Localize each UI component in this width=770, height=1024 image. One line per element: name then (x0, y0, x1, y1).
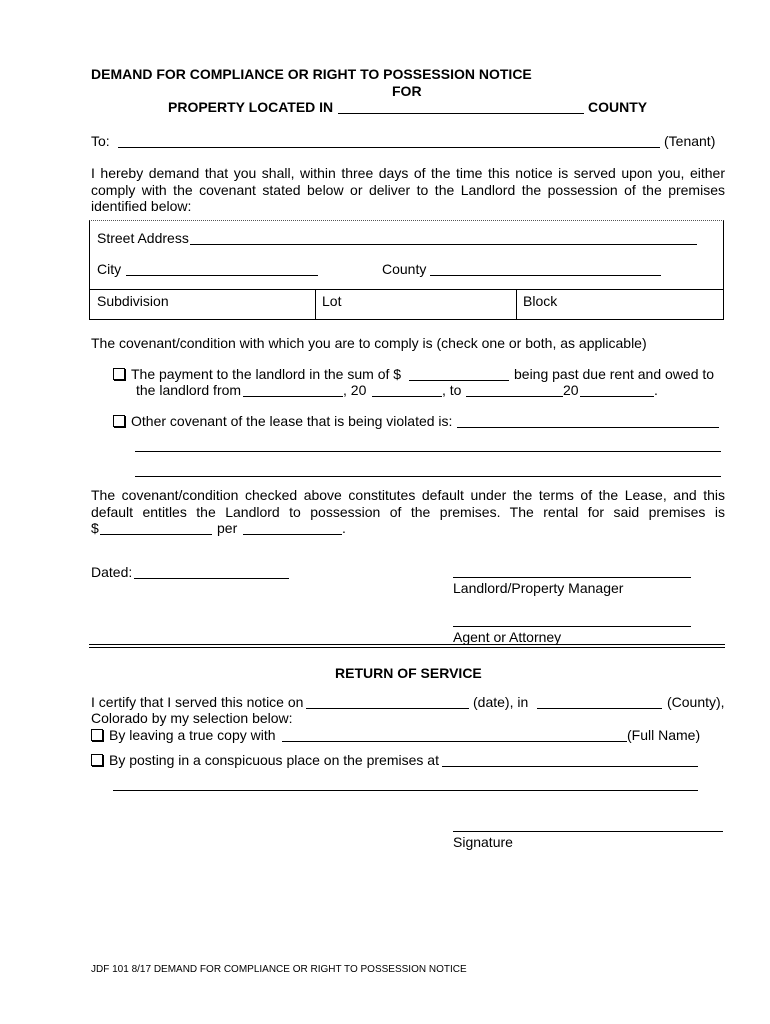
rent-from-year-field[interactable] (372, 396, 442, 397)
demand-text-line2: comply with the covenant stated below or deliver to the Landlord the possession of the premises (91, 182, 725, 198)
property-box-col-divider-1 (315, 289, 316, 320)
signature-label: Signature (453, 834, 513, 850)
rental-period-field[interactable] (243, 534, 342, 535)
rental-amount-field[interactable] (100, 534, 212, 535)
true-copy-option (91, 727, 276, 743)
rent-to-date-field[interactable] (466, 396, 563, 397)
other-covenant-checkbox[interactable] (113, 415, 125, 427)
other-covenant-option (113, 413, 452, 429)
dated-label: Dated: (91, 564, 133, 580)
true-copy-text: By leaving a true copy with (109, 727, 276, 743)
rent-amount-field[interactable] (409, 380, 509, 381)
past-due-text: being past due rent and owed to (514, 366, 715, 382)
covenant-intro: The covenant/condition with which you are to comply is (check one or both, as applicable) (91, 335, 647, 351)
demand-text-line1: I hereby demand that you shall, within three days of the time this notice is served upon you, either (91, 165, 725, 181)
landlord-from-text: the landlord from (136, 382, 242, 398)
street-address-label: Street Address (97, 230, 189, 246)
rent-from-date-field[interactable] (243, 396, 343, 397)
section-separator-top (89, 644, 725, 645)
agent-signature-field[interactable] (453, 626, 691, 627)
tenant-name-field[interactable] (118, 147, 660, 148)
other-covenant-field-3[interactable] (135, 476, 721, 477)
county-field[interactable] (430, 275, 661, 276)
service-date-label: (date), in (473, 694, 529, 710)
rental-period-end: . (342, 520, 346, 536)
lot-label[interactable]: Lot (322, 293, 342, 309)
county-header-label: COUNTY (588, 99, 648, 115)
tenant-label: (Tenant) (664, 133, 716, 149)
rent-payment-checkbox[interactable] (113, 368, 125, 380)
other-covenant-field-2[interactable] (135, 451, 721, 452)
true-copy-name-field[interactable] (282, 741, 627, 742)
rental-per-text: per (217, 520, 238, 536)
property-box-col-divider-2 (516, 289, 517, 320)
rent-payment-option (113, 366, 401, 382)
posting-option (91, 752, 439, 768)
rent-payment-text: The payment to the landlord in the sum of $ (131, 366, 402, 382)
city-field[interactable] (126, 275, 318, 276)
street-address-field[interactable] (190, 244, 697, 245)
form-title-for: FOR (392, 83, 422, 99)
service-county-label: (County), (667, 694, 725, 710)
block-label[interactable]: Block (523, 293, 558, 309)
posting-location-field-1[interactable] (442, 766, 698, 767)
colorado-selection-text: Colorado by my selection below: (91, 710, 293, 726)
certify-text: I certify that I served this notice on (91, 694, 304, 710)
posting-text: By posting in a conspicuous place on the premises at (109, 752, 439, 768)
posting-location-field-2[interactable] (113, 790, 698, 791)
property-located-label: PROPERTY LOCATED IN (168, 99, 334, 115)
return-of-service-title: RETURN OF SERVICE (335, 665, 482, 681)
true-copy-checkbox[interactable] (91, 729, 103, 741)
agent-label: Agent or Attorney (453, 629, 562, 645)
full-name-label: (Full Name) (627, 727, 701, 743)
county-header-field[interactable] (338, 113, 584, 114)
other-covenant-field-1[interactable] (457, 427, 719, 428)
property-box-divider (89, 289, 724, 290)
other-covenant-text: Other covenant of the lease that is being violated is: (131, 413, 453, 429)
dated-field[interactable] (134, 578, 289, 579)
landlord-signature-field[interactable] (453, 577, 691, 578)
form-footer: JDF 101 8/17 DEMAND FOR COMPLIANCE OR RIGHT TO POSSESSION NOTICE (91, 964, 467, 975)
service-date-field[interactable] (306, 708, 469, 709)
server-signature-field[interactable] (453, 831, 723, 832)
subdivision-label[interactable]: Subdivision (97, 293, 169, 309)
city-label: City (97, 261, 122, 277)
to-label: To: (91, 133, 110, 149)
to-year-prefix: 20 (563, 382, 579, 398)
demand-text-line3: identified below: (91, 198, 192, 214)
form-title: DEMAND FOR COMPLIANCE OR RIGHT TO POSSESSION NOTICE (91, 66, 532, 82)
section-separator-bottom (89, 647, 725, 648)
from-year-prefix: , 20 (343, 382, 367, 398)
county-label: County (382, 261, 427, 277)
landlord-label: Landlord/Property Manager (453, 580, 624, 596)
rental-dollar-sign: $ (91, 520, 99, 536)
default-text-line1: The covenant/condition checked above constitutes default under the terms of the Lease, and this (91, 487, 725, 503)
to-text: , to (442, 382, 462, 398)
default-text-line2: default entitles the Landlord to possession of the premises. The rental for said premises is (91, 504, 725, 520)
to-year-period: . (654, 382, 658, 398)
rent-to-year-field[interactable] (580, 396, 654, 397)
posting-checkbox[interactable] (91, 754, 103, 766)
service-county-field[interactable] (537, 708, 662, 709)
